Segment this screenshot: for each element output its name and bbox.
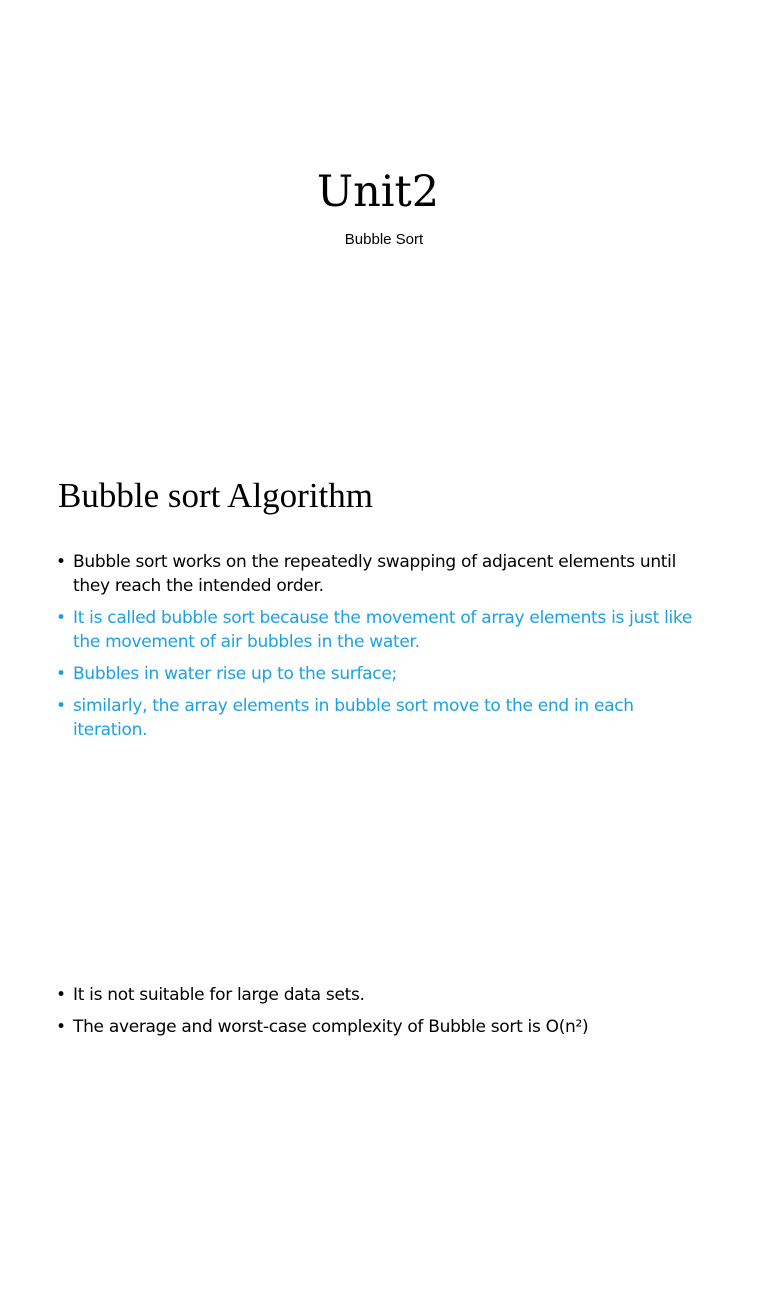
slide-title: Unit2 <box>316 167 440 217</box>
bullet-item <box>56 983 712 1007</box>
bullet-text: It is called bubble sort because the movement of array elements is just like the movement of air bubbles in the water. <box>73 608 693 652</box>
bullet-item <box>56 606 712 654</box>
bullet-text: Bubble sort works on the repeatedly swapping of adjacent elements until they reach the intended order. <box>73 552 677 596</box>
bullet-text: The average and worst-case complexity of Bubble sort is O(n²) <box>73 1017 589 1037</box>
bullet-marker: • <box>56 1017 66 1037</box>
bullet-marker: • <box>56 985 66 1005</box>
bullet-marker: • <box>56 552 66 572</box>
bullet-item <box>56 550 712 598</box>
bullet-item <box>56 694 712 742</box>
slide-subtitle: Bubble Sort <box>344 231 424 248</box>
content-slide-bubble-sort-algorithm <box>0 432 768 864</box>
slide-heading: Bubble sort Algorithm <box>58 476 373 515</box>
bullet-text: It is not suitable for large data sets. <box>73 985 365 1005</box>
bullet-list <box>56 550 712 750</box>
content-slide-complexity <box>0 864 768 1296</box>
bullet-text: Bubbles in water rise up to the surface; <box>73 664 397 684</box>
bullet-marker: • <box>56 696 66 716</box>
bullet-item <box>56 662 712 686</box>
bullet-text: similarly, the array elements in bubble sort move to the end in each iteration. <box>73 696 634 740</box>
bullet-list <box>56 983 712 1047</box>
title-slide <box>0 0 768 432</box>
bullet-item <box>56 1015 712 1039</box>
bullet-marker: • <box>56 608 66 628</box>
bullet-marker: • <box>56 664 66 684</box>
